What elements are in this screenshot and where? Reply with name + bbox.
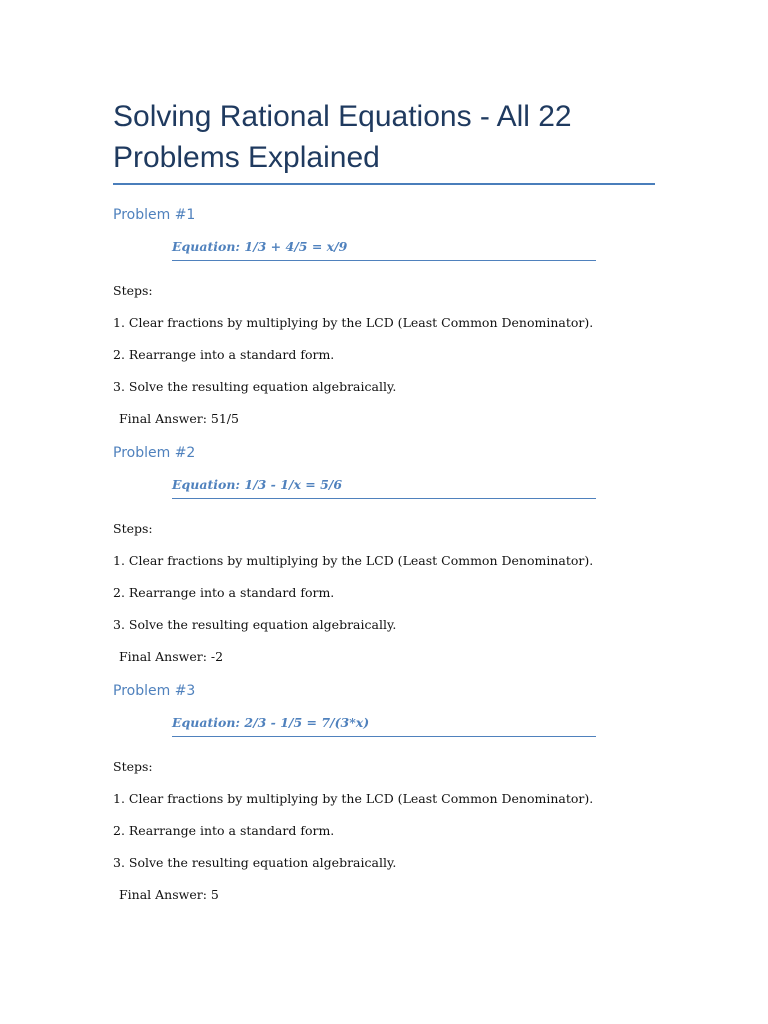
step-item: 1. Clear fractions by multiplying by the LCD (Least Common Denominator). bbox=[113, 553, 594, 568]
equation-text: Equation: 2/3 - 1/5 = 7/(3*x) bbox=[172, 715, 370, 730]
document-title: Solving Rational Equations - All 22 Problems Explained bbox=[113, 96, 655, 185]
problem-1 bbox=[113, 206, 655, 427]
problem-2 bbox=[113, 444, 655, 665]
step-item: 1. Clear fractions by multiplying by the LCD (Least Common Denominator). bbox=[113, 315, 594, 330]
step-item: 2. Rearrange into a standard form. bbox=[113, 347, 335, 362]
equation-block bbox=[172, 239, 596, 261]
problem-3 bbox=[113, 682, 655, 903]
steps-label: Steps: bbox=[113, 521, 153, 536]
problem-heading: Problem #2 bbox=[113, 445, 196, 461]
equation-block bbox=[172, 477, 596, 499]
steps-label: Steps: bbox=[113, 283, 153, 298]
final-answer: Final Answer: -2 bbox=[119, 649, 224, 664]
final-answer: Final Answer: 51/5 bbox=[119, 411, 239, 426]
document-page bbox=[113, 96, 655, 903]
problem-heading: Problem #3 bbox=[113, 683, 196, 699]
equation-block bbox=[172, 715, 596, 737]
steps-label: Steps: bbox=[113, 759, 153, 774]
equation-text: Equation: 1/3 - 1/x = 5/6 bbox=[172, 477, 343, 492]
problem-heading: Problem #1 bbox=[113, 207, 196, 223]
step-item: 2. Rearrange into a standard form. bbox=[113, 823, 335, 838]
step-item: 2. Rearrange into a standard form. bbox=[113, 585, 335, 600]
final-answer: Final Answer: 5 bbox=[119, 887, 219, 902]
step-item: 1. Clear fractions by multiplying by the LCD (Least Common Denominator). bbox=[113, 791, 594, 806]
step-item: 3. Solve the resulting equation algebraically. bbox=[113, 855, 397, 870]
step-item: 3. Solve the resulting equation algebraically. bbox=[113, 617, 397, 632]
equation-text: Equation: 1/3 + 4/5 = x/9 bbox=[172, 239, 348, 254]
step-item: 3. Solve the resulting equation algebraically. bbox=[113, 379, 397, 394]
